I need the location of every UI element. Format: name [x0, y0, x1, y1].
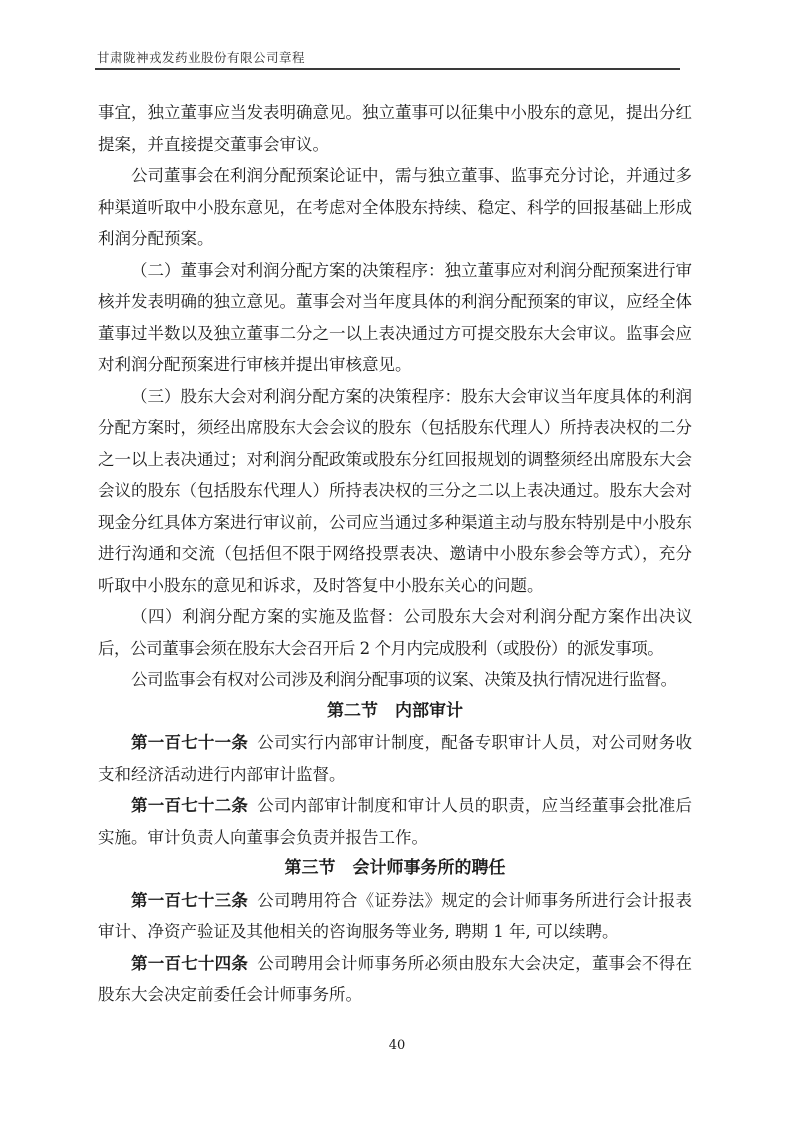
page-number: 40 [388, 1038, 406, 1053]
article-number: 第一百七十四条 [131, 953, 249, 973]
running-header-title: 甘肃陇神戎发药业股份有限公司章程 [97, 50, 306, 65]
article-paragraph: 第一百七十一条 公司实行内部审计制度，配备专职审计人员，对公司财务收支和经济活动进行内部审计监督。 [98, 733, 693, 784]
body-paragraph: 公司监事会有权对公司涉及利润分配事项的议案、决策及执行情况进行监督。 [131, 670, 677, 689]
article-paragraph: 第一百七十四条 公司聘用会计师事务所必须由股东大会决定，董事会不得在股东大会决定前委任会计师事务所。 [98, 953, 693, 1004]
article-paragraph: 第一百七十二条 公司内部审计制度和审计人员的职责，应当经董事会批准后实施。审计负责人向董事会负责并报告工作。 [98, 796, 693, 847]
body-paragraph: （二）董事会对利润分配方案的决策程序：独立董事应对利润分配预案进行审核并发表明确的独立意见。董事会对当年度具体的利润分配预案的审议，应经全体董事过半数以及独立董事二分之一以上表决通过方可提交股东大会审议。监事会应对利润分配预案进行审核并提出审核意见。 [98, 260, 692, 374]
article-paragraph: 第一百七十三条 公司聘用符合《证券法》规定的会计师事务所进行会计报表审计、净资产验证及其他相关的咨询服务等业务, 聘期 1 年, 可以续聘。 [98, 890, 693, 941]
section-heading: 第三节 会计师事务所的聘任 [284, 858, 506, 878]
article-number: 第一百七十二条 [131, 796, 249, 815]
document-body [98, 97, 692, 1011]
section-heading: 第二节 内部审计 [327, 700, 463, 721]
header-divider [95, 68, 680, 70]
body-paragraph: 事宜，独立董事应当发表明确意见。独立董事可以征集中小股东的意见，提出分红提案，并直接提交董事会审议。 [98, 103, 692, 154]
body-paragraph: （三）股东大会对利润分配方案的决策程序：股东大会审议当年度具体的利润分配方案时，须经出席股东大会会议的股东（包括股东代理人）所持表决权的二分之一以上表决通过；对利润分配政策或股东分红回报规划的调整须经出席股东大会会议的股东（包括股东代理人）所持表决权的三分之二以上表决通过。股东大会对现金分红具体方案进行审议前，公司应当通过多种渠道主动与股东特别是中小股东进行沟通和交流（包括但不限于网络投票表决、邀请中小股东参会等方式），充分听取中小股东的意见和诉求，及时答复中小股东关心的问题。 [98, 386, 692, 595]
body-paragraph: 公司董事会在利润分配预案论证中，需与独立董事、监事充分讨论，并通过多种渠道听取中小股东意见，在考虑对全体股东持续、稳定、科学的回报基础上形成利润分配预案。 [98, 166, 692, 248]
body-paragraph: （四）利润分配方案的实施及监督：公司股东大会对利润分配方案作出决议后，公司董事会须在股东大会召开后 2 个月内完成股利（或股份）的派发事项。 [98, 607, 692, 658]
article-number: 第一百七十一条 [131, 733, 249, 752]
article-number: 第一百七十三条 [131, 890, 249, 910]
